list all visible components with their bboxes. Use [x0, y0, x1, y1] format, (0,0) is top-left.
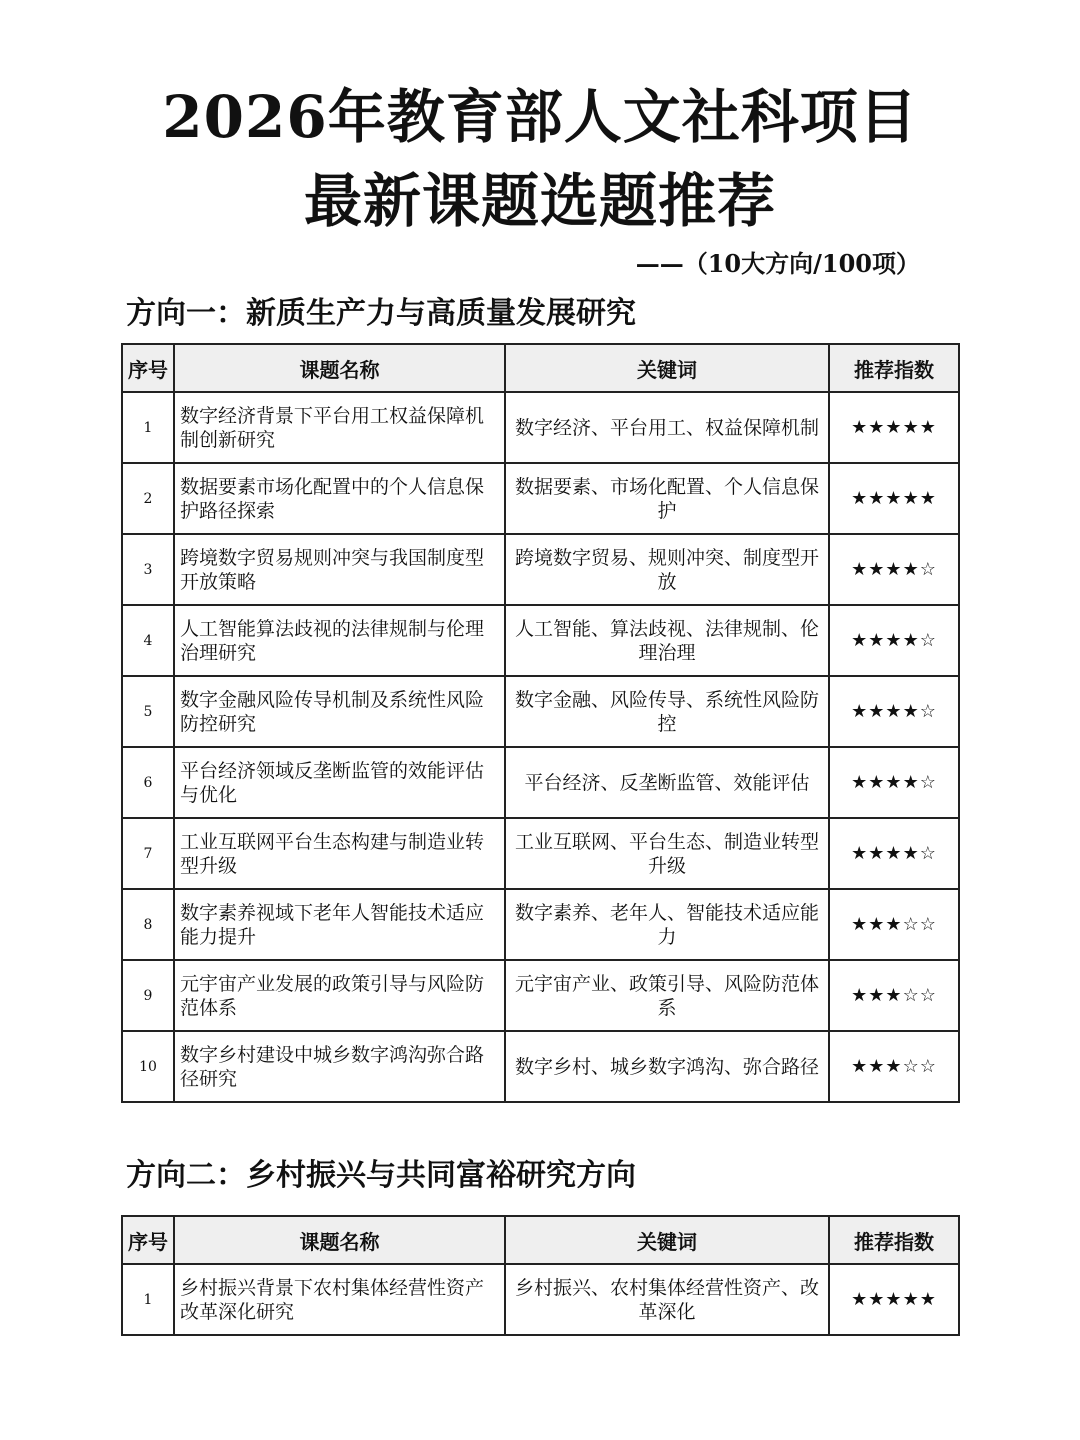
row-rating: ★★★★☆: [829, 747, 959, 818]
row-keywords: 工业互联网、平台生态、制造业转型升级: [505, 818, 829, 889]
column-header-index: 序号: [122, 1216, 174, 1264]
row-keywords: 元宇宙产业、政策引导、风险防范体系: [505, 960, 829, 1031]
page-title-line-2: 最新课题选题推荐: [303, 167, 776, 235]
row-keywords: 乡村振兴、农村集体经营性资产、改革深化: [505, 1264, 829, 1335]
table-row: [122, 392, 959, 463]
table-header-row: [122, 344, 959, 392]
row-rating: ★★★★★: [829, 463, 959, 534]
row-topic: 平台经济领域反垄断监管的效能评估与优化: [174, 747, 505, 818]
page-subtitle: ——（10大方向/100项）: [635, 249, 920, 278]
table-row: [122, 960, 959, 1031]
row-index: 5: [122, 676, 174, 747]
table-row: [122, 676, 959, 747]
column-header-topic: 课题名称: [174, 1216, 505, 1264]
table-body: [122, 392, 959, 1102]
row-rating: ★★★★☆: [829, 534, 959, 605]
row-rating: ★★★★★: [829, 1264, 959, 1335]
page-title-line-1: 2026年教育部人文社科项目: [162, 83, 918, 151]
row-topic: 乡村振兴背景下农村集体经营性资产改革深化研究: [174, 1264, 505, 1335]
table-row: [122, 605, 959, 676]
column-header-keywords: 关键词: [505, 344, 829, 392]
row-keywords: 数字乡村、城乡数字鸿沟、弥合路径: [505, 1031, 829, 1102]
table-header-row: [122, 1216, 959, 1264]
row-topic: 人工智能算法歧视的法律规制与伦理治理研究: [174, 605, 505, 676]
row-index: 6: [122, 747, 174, 818]
row-rating: ★★★☆☆: [829, 960, 959, 1031]
row-rating: ★★★☆☆: [829, 1031, 959, 1102]
table-body: [122, 1264, 959, 1335]
row-index: 2: [122, 463, 174, 534]
row-topic: 工业互联网平台生态构建与制造业转型升级: [174, 818, 505, 889]
row-index: 8: [122, 889, 174, 960]
table-row: [122, 1264, 959, 1335]
section-title-2: 方向二：乡村振兴与共同富裕研究方向: [126, 1158, 636, 1193]
column-header-rating: 推荐指数: [829, 1216, 959, 1264]
row-rating: ★★★★★: [829, 392, 959, 463]
row-topic: 元宇宙产业发展的政策引导与风险防范体系: [174, 960, 505, 1031]
row-keywords: 数字素养、老年人、智能技术适应能力: [505, 889, 829, 960]
column-header-topic: 课题名称: [174, 344, 505, 392]
row-rating: ★★★★☆: [829, 605, 959, 676]
row-keywords: 数字金融、风险传导、系统性风险防控: [505, 676, 829, 747]
column-header-index: 序号: [122, 344, 174, 392]
row-topic: 跨境数字贸易规则冲突与我国制度型开放策略: [174, 534, 505, 605]
topic-table-2: [121, 1215, 960, 1336]
column-header-keywords: 关键词: [505, 1216, 829, 1264]
row-keywords: 跨境数字贸易、规则冲突、制度型开放: [505, 534, 829, 605]
table-row: [122, 889, 959, 960]
table-row: [122, 747, 959, 818]
row-index: 3: [122, 534, 174, 605]
row-index: 9: [122, 960, 174, 1031]
row-keywords: 数据要素、市场化配置、个人信息保护: [505, 463, 829, 534]
row-topic: 数字素养视域下老年人智能技术适应能力提升: [174, 889, 505, 960]
row-topic: 数据要素市场化配置中的个人信息保护路径探索: [174, 463, 505, 534]
column-header-rating: 推荐指数: [829, 344, 959, 392]
row-index: 1: [122, 392, 174, 463]
table-row: [122, 534, 959, 605]
table-row: [122, 818, 959, 889]
row-index: 7: [122, 818, 174, 889]
row-keywords: 数字经济、平台用工、权益保障机制: [505, 392, 829, 463]
row-index: 10: [122, 1031, 174, 1102]
row-rating: ★★★★☆: [829, 818, 959, 889]
row-keywords: 人工智能、算法歧视、法律规制、伦理治理: [505, 605, 829, 676]
row-rating: ★★★★☆: [829, 676, 959, 747]
table-row: [122, 463, 959, 534]
row-rating: ★★★☆☆: [829, 889, 959, 960]
row-index: 1: [122, 1264, 174, 1335]
row-topic: 数字乡村建设中城乡数字鸿沟弥合路径研究: [174, 1031, 505, 1102]
row-topic: 数字金融风险传导机制及系统性风险防控研究: [174, 676, 505, 747]
topic-table-1: [121, 343, 960, 1103]
row-keywords: 平台经济、反垄断监管、效能评估: [505, 747, 829, 818]
row-topic: 数字经济背景下平台用工权益保障机制创新研究: [174, 392, 505, 463]
table-row: [122, 1031, 959, 1102]
row-index: 4: [122, 605, 174, 676]
section-title-1: 方向一：新质生产力与高质量发展研究: [126, 296, 636, 331]
